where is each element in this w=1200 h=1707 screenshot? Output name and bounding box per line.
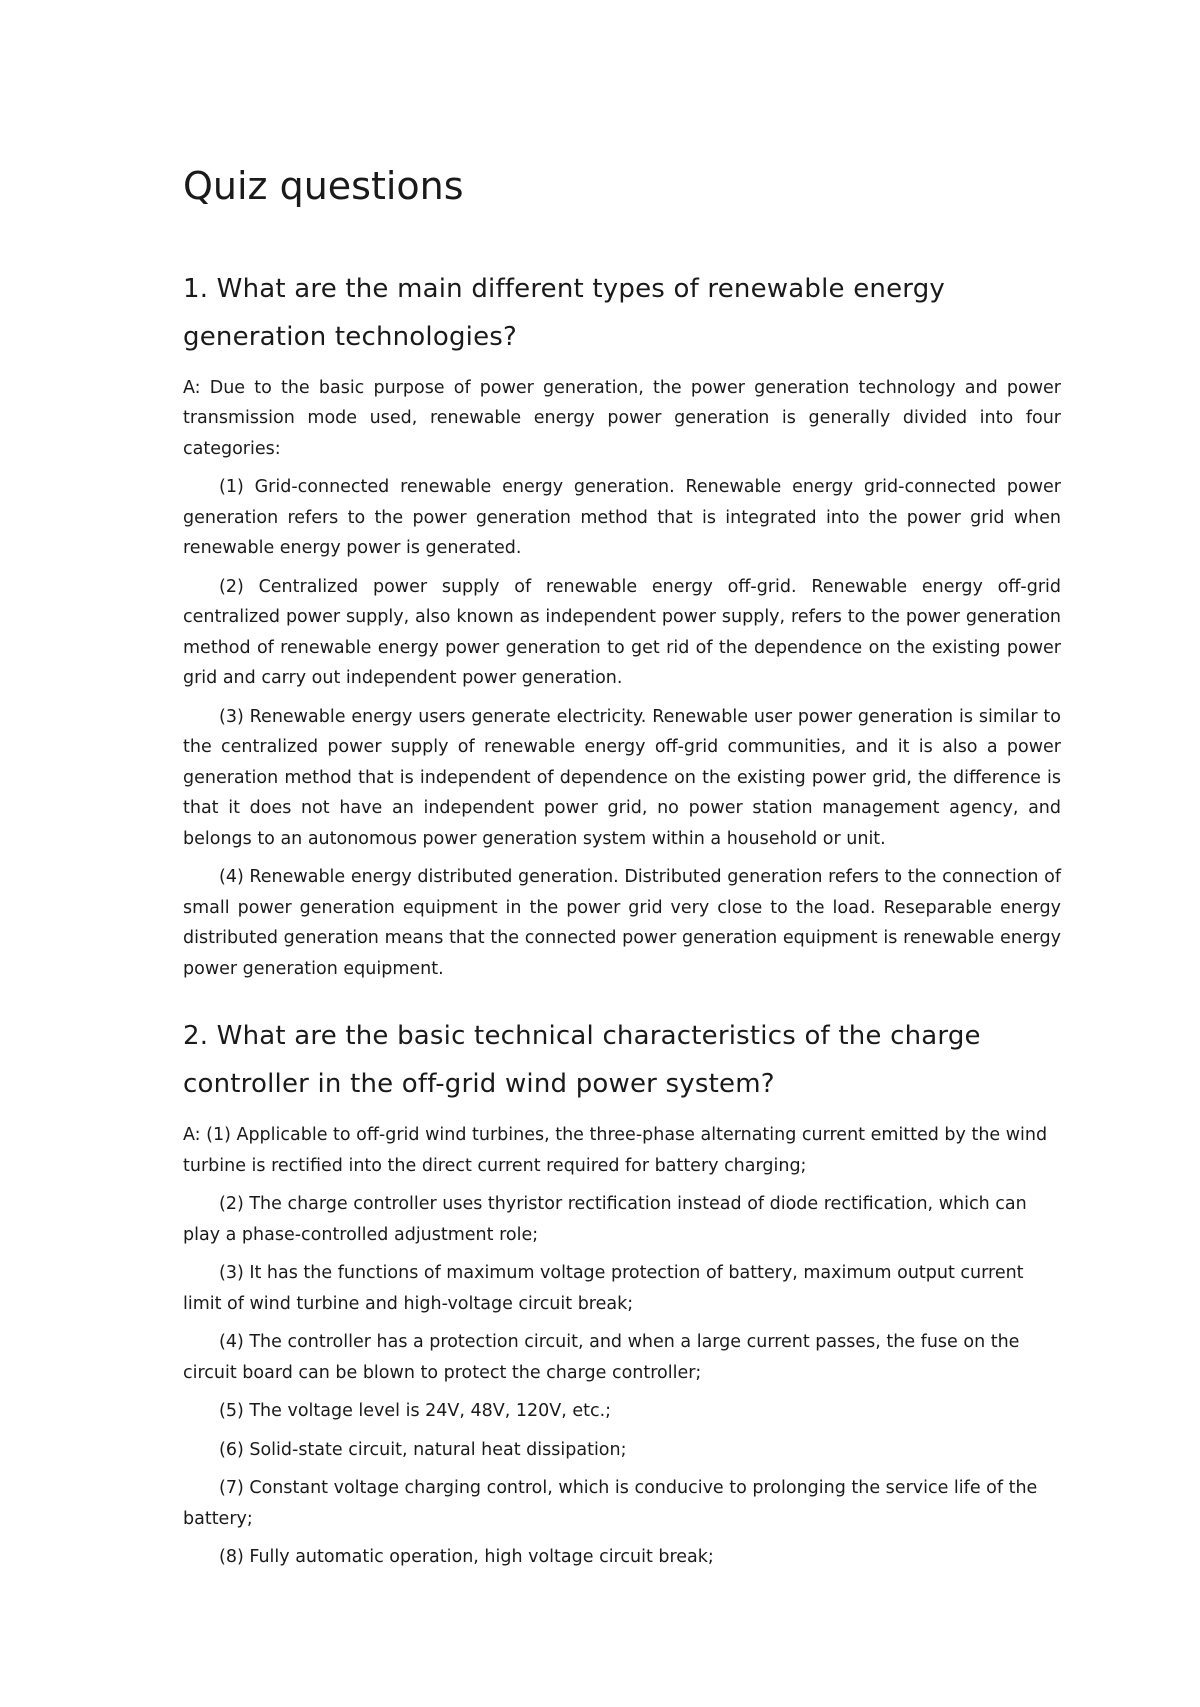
answer-item: (4) Renewable energy distributed generation. Distributed generation refers to the connection of small power generation equipment in the power grid very close to the load. Reseparable energy distributed generation means that the connected power generation equipment is renewable energy power generation equipment.	[183, 867, 1061, 979]
document-title: Quiz questions	[183, 164, 464, 208]
question-heading: 2. What are the basic technical characteristics of the charge controller in the off-grid wind power system?	[183, 1021, 981, 1100]
answer-item: (4) The controller has a protection circuit, and when a large current passes, the fuse on the circuit board can be blown to protect the charge controller;	[183, 1332, 1020, 1383]
question-heading: 1. What are the main different types of renewable energy generation technologies?	[183, 273, 945, 352]
answer-item: (6) Solid-state circuit, natural heat dissipation;	[219, 1439, 627, 1460]
answer-intro: A: Due to the basic purpose of power generation, the power generation technology and power transmission mode used, renewable energy power generation is generally divided into four categories:	[183, 377, 1061, 459]
answer-item: (2) The charge controller uses thyristor rectification instead of diode rectification, which can play a phase-controlled adjustment role;	[183, 1194, 1027, 1245]
answer-item: (3) Renewable energy users generate electricity. Renewable user power generation is similar to the centralized power supply of renewable energy off-grid communities, and it is also a power generation method that is independent of dependence on the existing power grid, the difference is that it does not have an independent power grid, no power station management agency, and belongs to an autonomous power generation system within a household or unit.	[183, 706, 1061, 849]
answer-item: (5) The voltage level is 24V, 48V, 120V, etc.;	[219, 1401, 612, 1422]
answer-intro: A: (1) Applicable to off-grid wind turbines, the three-phase alternating current emitted by the wind turbine is rectified into the direct current required for battery charging;	[183, 1125, 1048, 1176]
question-2	[183, 1012, 1061, 1573]
question-1	[183, 265, 1061, 985]
answer-item: (7) Constant voltage charging control, which is conducive to prolonging the service life of the battery;	[183, 1478, 1038, 1529]
answer-item: (1) Grid-connected renewable energy generation. Renewable energy grid-connected power generation refers to the power generation method that is integrated into the power grid when renewable energy power is generated.	[183, 477, 1061, 559]
answer-item: (3) It has the functions of maximum voltage protection of battery, maximum output current limit of wind turbine and high-voltage circuit break;	[183, 1263, 1024, 1314]
answer-item: (2) Centralized power supply of renewable energy off-grid. Renewable energy off-grid centralized power supply, also known as independent power supply, refers to the power generation method of renewable energy power generation to get rid of the dependence on the existing power grid and carry out independent power generation.	[183, 576, 1061, 689]
document-page	[183, 150, 1061, 1601]
answer-item: (8) Fully automatic operation, high voltage circuit break;	[219, 1547, 714, 1568]
